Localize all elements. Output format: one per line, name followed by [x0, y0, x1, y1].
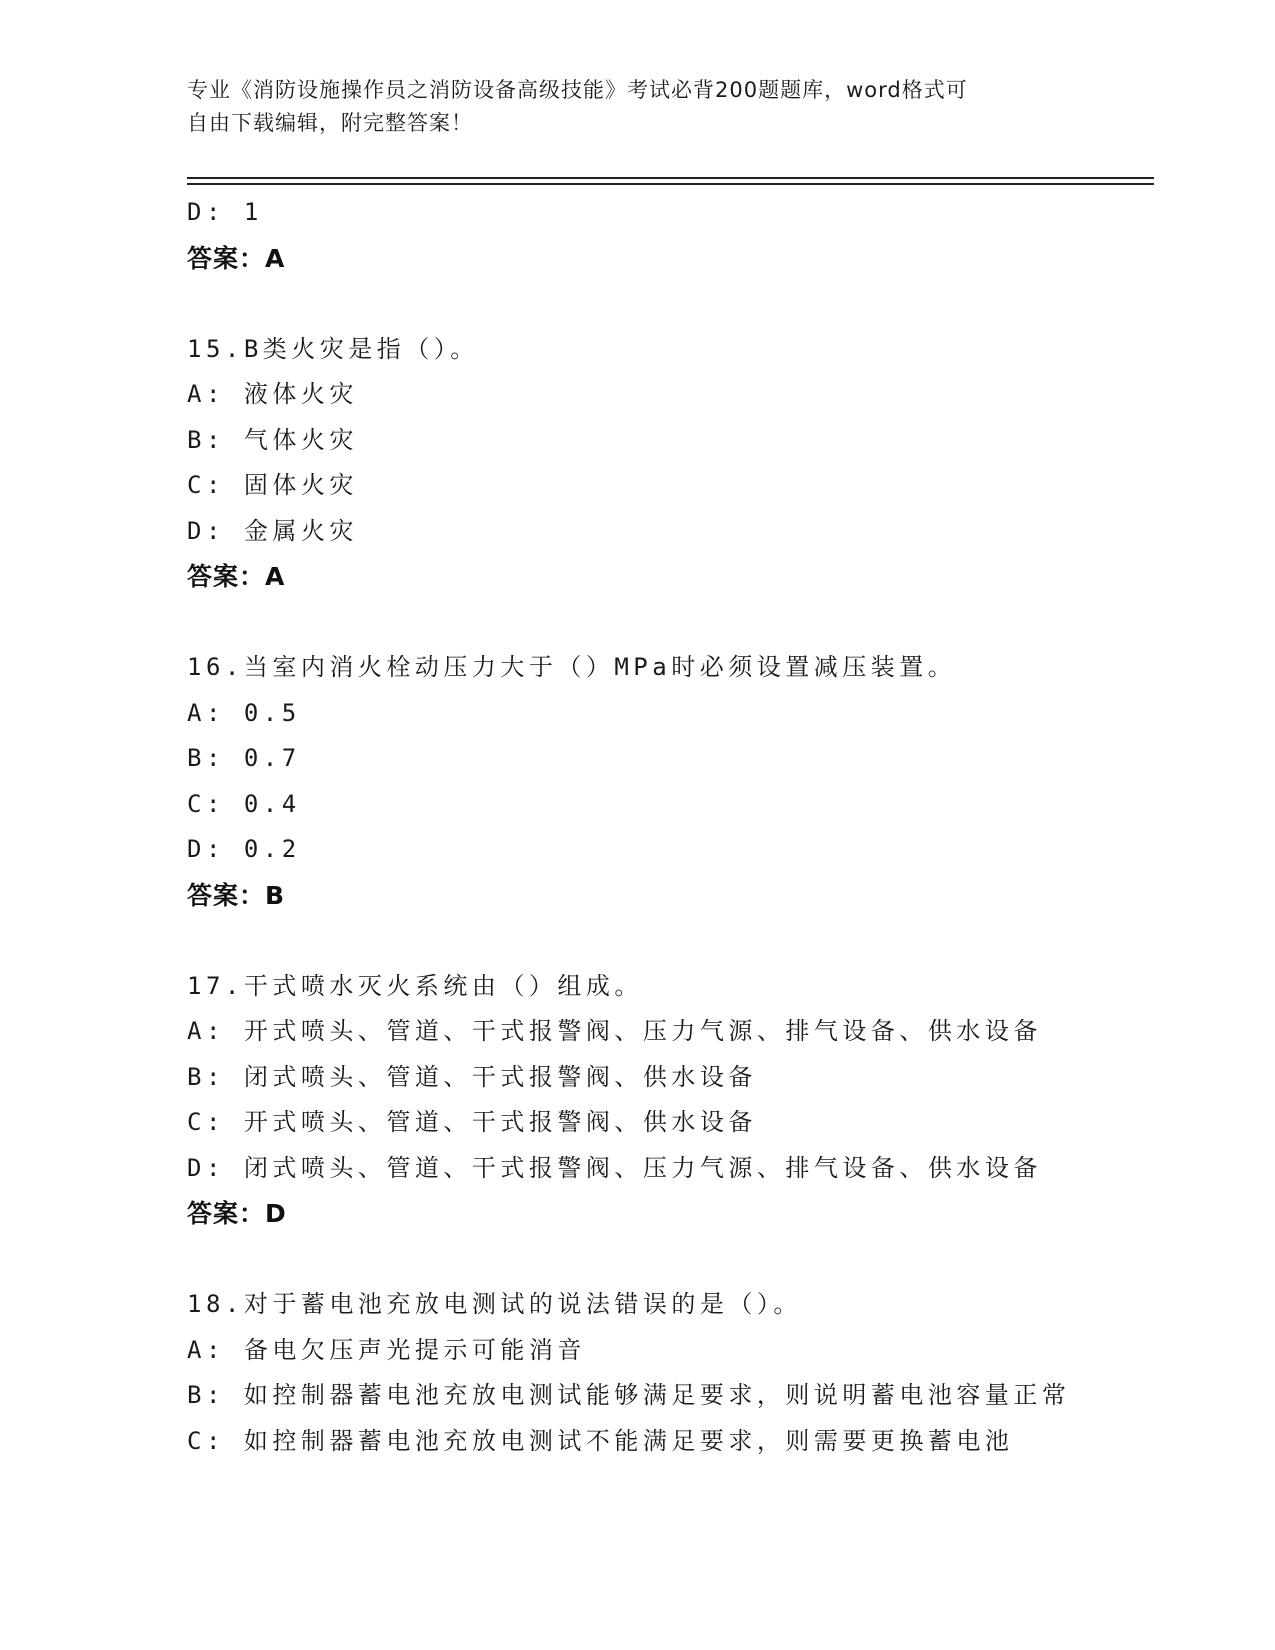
question-18-option-c: C: 如控制器蓄电池充放电测试不能满足要求，则需要更换蓄电池: [187, 1426, 1014, 1455]
header-line-1: 专业《消防设施操作员之消防设备高级技能》考试必背200题题库，word格式可: [187, 78, 968, 102]
spacer: [187, 918, 1147, 964]
question-18-option-b: B: 如控制器蓄电池充放电测试能够满足要求，则说明蓄电池容量正常: [187, 1381, 1071, 1409]
question-15-stem: 15.B类火灾是指（）。: [187, 334, 479, 363]
question-content: [187, 190, 1147, 1464]
header-divider-top: [187, 177, 1154, 179]
spacer: [187, 281, 1147, 327]
header-divider-bottom: [187, 183, 1154, 185]
question-17-answer: 答案：D: [187, 1199, 287, 1228]
question-16-option-c: C: 0.4: [187, 789, 301, 818]
prev-answer: 答案：A: [187, 243, 286, 273]
question-16-option-d: D: 0.2: [187, 835, 301, 863]
question-17-option-a: A: 开式喷头、管道、干式报警阀、压力气源、排气设备、供水设备: [187, 1017, 1042, 1045]
prev-option-d: D: 1: [187, 198, 263, 226]
question-17-option-b: B: 闭式喷头、管道、干式报警阀、供水设备: [187, 1062, 757, 1091]
question-16-answer: 答案：B: [187, 880, 286, 910]
document-header: [187, 74, 1087, 140]
header-line-2: 自由下载编辑，附完整答案！: [187, 111, 473, 135]
question-16-option-a: A: 0.5: [187, 698, 301, 727]
question-15-option-d: D: 金属火灾: [187, 516, 358, 545]
question-15-option-c: C: 固体火灾: [187, 471, 358, 499]
spacer: [187, 600, 1147, 646]
question-15-option-a: A: 液体火灾: [187, 380, 358, 408]
question-17-option-c: C: 开式喷头、管道、干式报警阀、供水设备: [187, 1108, 757, 1136]
question-16-stem: 16.当室内消火栓动压力大于（）MPa时必须设置减压装置。: [187, 653, 957, 681]
question-16-option-b: B: 0.7: [187, 744, 301, 772]
question-18-stem: 18.对于蓄电池充放电测试的说法错误的是（）。: [187, 1290, 802, 1318]
question-17-option-d: D: 闭式喷头、管道、干式报警阀、压力气源、排气设备、供水设备: [187, 1153, 1042, 1182]
question-15-option-b: B: 气体火灾: [187, 425, 358, 454]
question-18-option-a: A: 备电欠压声光提示可能消音: [187, 1335, 586, 1364]
spacer: [187, 1237, 1147, 1283]
question-17-stem: 17.干式喷水灭火系统由（）组成。: [187, 971, 643, 1000]
question-15-answer: 答案：A: [187, 562, 286, 591]
